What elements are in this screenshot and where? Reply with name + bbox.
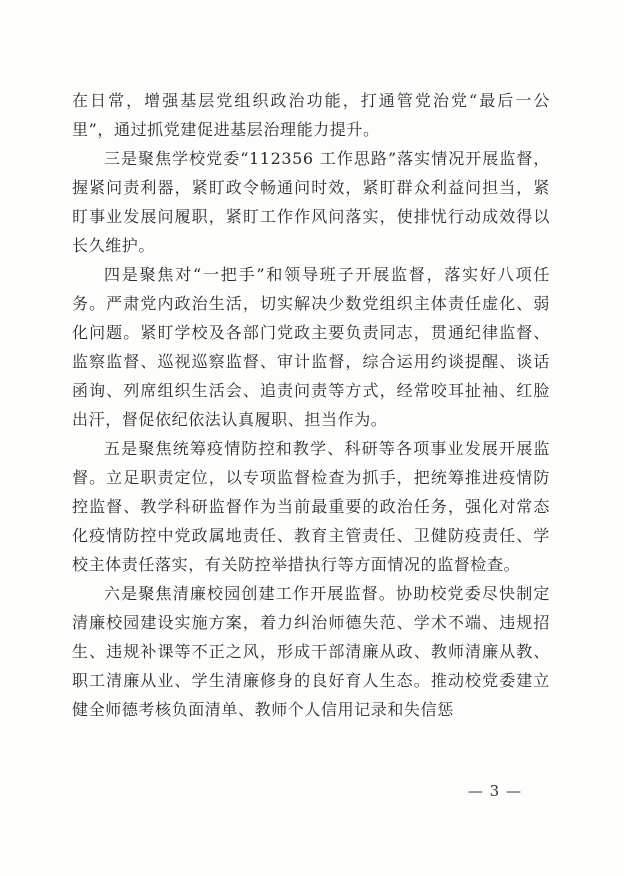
paragraph-item-five: 五是聚焦统筹疫情防控和教学、科研等各项事业发展开展监督。立足职责定位，以专项监督检查为抓手，把统筹推进疫情防控监督、教学科研监督作为当前最重要的政治任务，强化对常态化疫情防控中党政属地责任、教育主管责任、卫健防疫责任、学校主体责任落实，有关防控举措执行等方面情况的监督检查。 <box>72 439 550 574</box>
paragraph-item-three: 三是聚焦学校党委“112356 工作思路”落实情况开展监督，握紧问责利器，紧盯政令畅通问时效，紧盯群众利益问担当，紧盯事业发展问履职，紧盯工作作风问落实，使排忧行动成效得以长久维护。 <box>72 149 550 255</box>
paragraph-continued: 在日常，增强基层党组织政治功能，打通管党治党“最后一公里”，通过抓党建促进基层治理能力提升。 <box>72 91 550 139</box>
body-text <box>72 86 550 724</box>
paragraph-item-six: 六是聚焦清廉校园创建工作开展监督。协助校党委尽快制定清廉校园建设实施方案，着力纠治师德失范、学术不端、违规招生、违规补课等不正之风，形成干部清廉从政、教师清廉从教、职工清廉从业、学生清廉修身的良好育人生态。推动校党委建立健全师德考核负面清单、教师个人信用记录和失信惩 <box>72 584 550 719</box>
paragraph-item-four: 四是聚焦对“一把手”和领导班子开展监督，落实好八项任务。严肃党内政治生活，切实解决少数党组织主体责任虚化、弱化问题。紧盯学校及各部门党政主要负责同志，贯通纪律监督、监察监督、巡视巡察监督、审计监督，综合运用约谈提醒、谈话函询、列席组织生活会、追责问责等方式，经常咬耳扯袖、红脸出汗，督促依纪依法认真履职、担当作为。 <box>72 265 550 429</box>
page-number: — 3 — <box>467 782 522 800</box>
